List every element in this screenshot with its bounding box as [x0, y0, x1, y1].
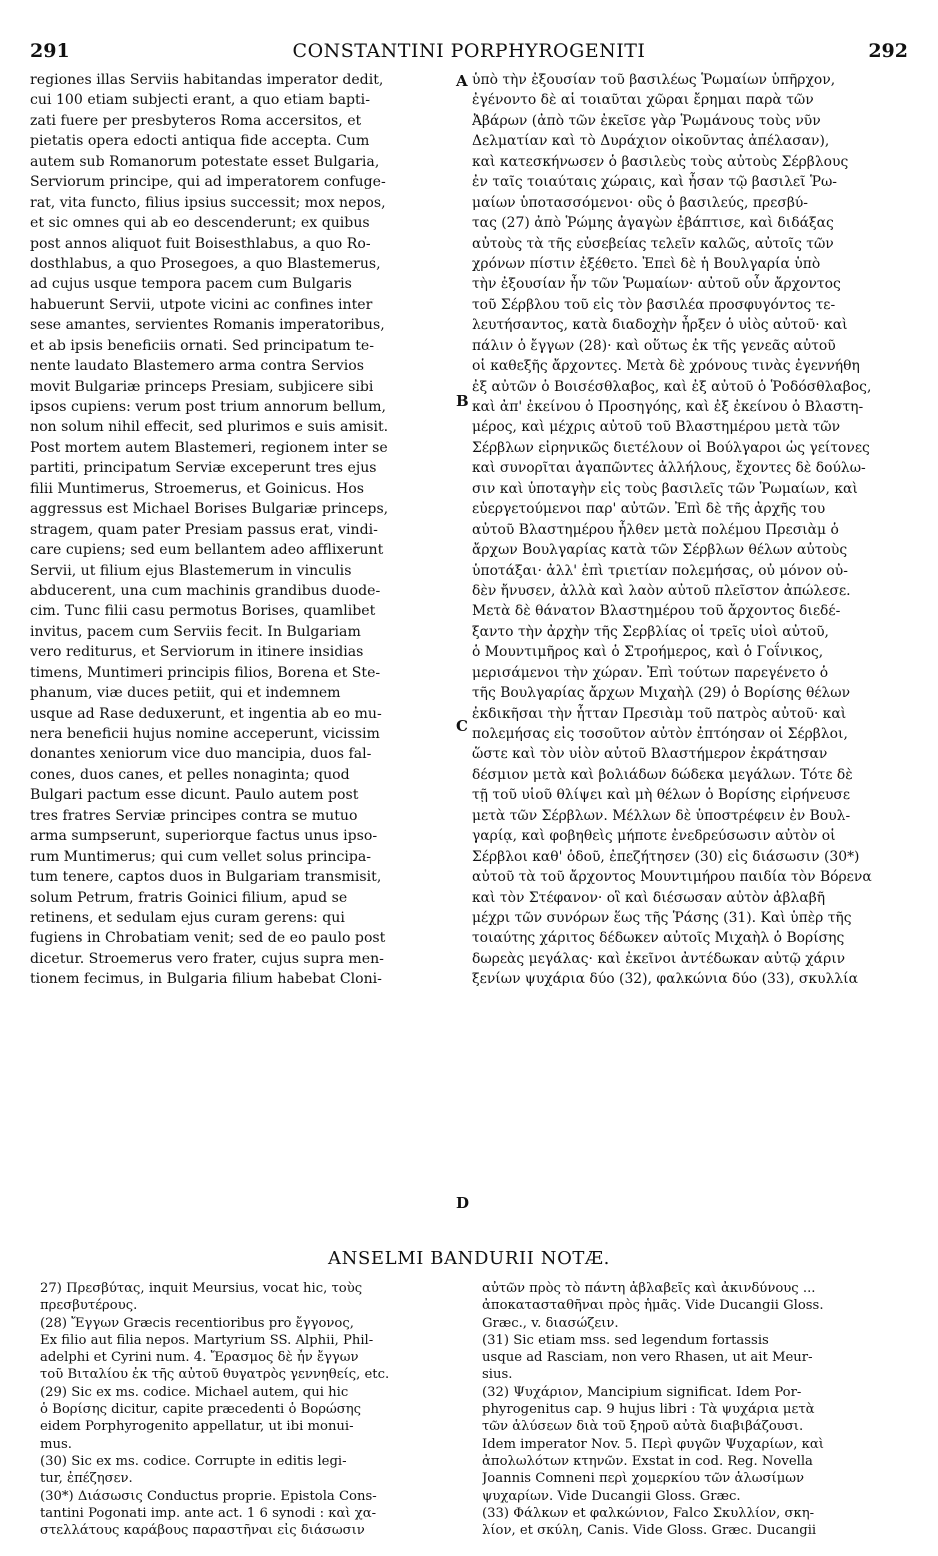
latin-text-line: regiones illas Serviis habitandas imperator dedit,	[30, 72, 384, 88]
latin-text-line: solum Petrum, fratris Goinici filium, apud se	[30, 889, 348, 906]
latin-text-line: usque ad Rase deduxerunt, et ingentia ab eo mu-	[30, 705, 382, 722]
greek-text-line: ξενίων ψυχάρια δύο (32), φαλκώνια δύο (33), σκυλλία	[472, 971, 858, 988]
greek-text-line: αὐτοὺς τὰ τῆς εὐσεβείας τελεῖν καλῶς, αὐτοῖς τῶν	[472, 235, 834, 252]
note-line: Joannis Comneni περὶ χομερκίου τῶν ἁλωσίμων	[482, 1471, 805, 1487]
note-line: usque ad Rasciam, non vero Rhasen, ut ait Meur-	[482, 1350, 813, 1366]
latin-text-line: Serviorum principe, qui ad imperatorem confuge-	[30, 174, 386, 191]
running-title: CONSTANTINI PORPHYROGENITI	[292, 40, 646, 62]
note-line: ὁ Βορίσης dicitur, capite præcedenti ὁ Βορώσης	[40, 1402, 361, 1418]
note-line: ἀποκατασταθῆναι πρὸς ἡμᾶς. Vide Ducangii Gloss.	[482, 1298, 824, 1314]
latin-text-line: fugiens in Chrobatiam venit; sed de eo paulo post	[30, 930, 386, 947]
greek-text-line: Σέρβλων εἰρηνικῶς διετέλουν οἱ Βούλγαροι ὡς γείτονες	[472, 439, 870, 456]
greek-text-line: τοῦ Σέρβλου τοῦ εἰς τὸν βασιλέα προσφυγόντος τε-	[472, 296, 836, 313]
latin-text-line: vero rediturus, et Serviorum in itinere insidias	[30, 644, 364, 661]
greek-text-line: εὐεργετούμενοι παρ' αὐτῶν. Ἐπὶ δὲ τῆς ἀρχῆς του	[472, 501, 826, 518]
greek-text-line: τοιαύτης χάριτος δέδωκεν αὐτοῖς Μιχαὴλ ὁ Βορίσης	[472, 930, 845, 947]
note-line: mus.	[40, 1436, 72, 1452]
greek-text-line: καὶ ἀπ' ἐκείνου ὁ Προσηγόης, καὶ ἐξ ἐκείνου ὁ Βλαστη-	[472, 399, 864, 415]
note-line: Græc., v. διασώζειν.	[482, 1315, 619, 1331]
note-line: πρεσβυτέρους.	[40, 1298, 138, 1314]
latin-text-line: dosthlabus, a quo Prosegoes, a quo Blastemerus,	[30, 255, 381, 272]
latin-text-line: dicetur. Stroemerus vero frater, cujus supra men-	[30, 950, 384, 967]
latin-text-line: donantes xeniorum vice duo mancipia, duos fal-	[30, 746, 372, 763]
latin-text-line: partiti, principatum Serviæ exceperunt tres ejus	[30, 460, 377, 477]
latin-text-line: cim. Tunc filii casu permotus Borises, quamlibet	[30, 603, 376, 620]
note-line: ἀπολωλότων κτηνῶν. Exstat in cod. Reg. Novella	[482, 1453, 813, 1469]
latin-text-line: ad cujus usque tempora pacem cum Bulgaris	[30, 276, 352, 293]
greek-text-line: οἱ καθεξῆς ἄρχοντες. Μετὰ δὲ χρόνους τινὰς ἐγεννήθη	[472, 358, 860, 375]
latin-text-line: Post mortem autem Blastemeri, regionem inter se	[30, 439, 388, 456]
latin-text-line: cones, duos canes, et pelles nonaginta; quod	[30, 766, 350, 783]
note-line: τοῦ Βιταλίου ἐκ τῆς αὐτοῦ θυγατρὸς γεννηθείς, etc.	[40, 1367, 390, 1383]
latin-text-line: retinens, et sedulam ejus curam gerens: qui	[30, 909, 345, 926]
note-line: λίον, et σκύλη, Canis. Vide Gloss. Græc. Ducangii	[482, 1523, 817, 1539]
greek-text-line: τὴν ἐξουσίαν ἦν τῶν Ῥωμαίων· αὐτοῦ οὖν ἄρχοντος	[472, 276, 841, 293]
note-line: (32) Ψυχάριον, Mancipium significat. Idem Por-	[482, 1384, 802, 1400]
greek-text-line: Ἀβάρων (ἀπὸ τῶν ἐκεῖσε γὰρ Ῥωμάνους τοὺς νῦν	[472, 112, 821, 129]
latin-text-line: invitus, pacem cum Serviis fecit. In Bulgariam	[30, 623, 361, 640]
latin-text-line: zati fuere per presbyteros Roma accersitos, et	[30, 112, 362, 129]
note-line: ψυχαρίων. Vide Ducangii Gloss. Græc.	[482, 1488, 741, 1504]
note-line: (31) Sic etiam mss. sed legendum fortassis	[482, 1332, 769, 1348]
greek-text-line: δωρεὰς μεγάλας· καὶ ἐκεῖνοι ἀντέδωκαν αὐτῷ χάριν	[472, 950, 846, 967]
page-number-left: 291	[30, 40, 70, 62]
latin-column	[30, 70, 454, 990]
greek-text-line: λευτήσαντος, κατὰ διαδοχὴν ἦρξεν ὁ υἱὸς αὐτοῦ· καὶ	[472, 317, 848, 334]
greek-text-line: αὐτοῦ Βλαστημέρου ἦλθεν μετὰ πολέμου Πρεσιὰμ ὁ	[472, 521, 839, 538]
greek-text-line: τας (27) ἀπὸ Ῥώμης ἀγαγὼν ἐβάπτισε, καὶ διδάξας	[472, 215, 834, 232]
greek-text-line: ὑποτάξαι· ἀλλ' ἐπὶ τριετίαν πολεμήσας, οὐ μόνον οὐ-	[472, 562, 848, 579]
latin-text-line: non solum nihil effecit, sed plurimos e suis amisit.	[30, 419, 389, 436]
greek-text-line: καὶ κατεσκήνωσεν ὁ βασιλεὺς τοὺς αὐτοὺς Σέρβλους	[472, 153, 849, 170]
latin-text-line: tres fratres Serviæ principes contra se mutuo	[30, 807, 358, 824]
latin-text-line: habuerunt Servii, utpote vicini ac confines inter	[30, 296, 373, 313]
greek-text-line: ὑπὸ τὴν ἐξουσίαν τοῦ βασιλέως Ῥωμαίων ὑπῆρχον,	[472, 72, 836, 88]
section-marker-b: B	[456, 392, 469, 410]
latin-text-line: ipsos cupiens: verum post trium annorum bellum,	[30, 399, 387, 415]
latin-text-line: pietatis opera edocti antiqua fide accepta. Cum	[30, 133, 370, 150]
greek-text-line: Μετὰ δὲ θάνατον Βλαστημέρου τοῦ ἄρχοντος διεδέ-	[472, 603, 841, 620]
section-marker-a: A	[456, 72, 468, 90]
greek-text-line: καὶ τὸν Στέφανον· οἳ καὶ διέσωσαν αὐτὸν ἀβλαβῆ	[472, 889, 826, 906]
greek-text-line: πολεμήσας εἰς τοσοῦτον αὐτὸν ἐπτόησαν οἱ Σέρβλοι,	[472, 726, 848, 742]
note-line: tantini Pogonati imp. ante act. 1 6 synodi : καὶ χα-	[40, 1505, 377, 1521]
note-line: αὐτῶν πρὸς τὸ πάντη ἀβλαβεῖς καὶ ἀκινδύνους ...	[482, 1281, 816, 1296]
note-line: (29) Sic ex ms. codice. Michael autem, qui hic	[40, 1384, 349, 1400]
notes-left-column	[40, 1280, 454, 1539]
latin-text-line: filii Muntimerus, Stroemerus, et Goinicus. Hos	[30, 480, 364, 497]
greek-text-line: Σέρβλοι καθ' ὁδοῦ, ἐπεζήτησεν (30) εἰς διάσωσιν (30*)	[472, 848, 860, 865]
latin-text-line: nente laudato Blastemero arma contra Servios	[30, 358, 364, 375]
greek-text-line: μέρος, καὶ μέχρις αὐτοῦ τοῦ Βλαστημέρου μετὰ τῶν	[472, 419, 841, 436]
latin-text-line: post annos aliquot fuit Boisesthlabus, a quo Ro-	[30, 235, 371, 252]
greek-text-line: ἐν ταῖς τοιαύταις χώραις, καὶ ἦσαν τῷ βασιλεῖ Ῥω-	[472, 174, 837, 191]
section-marker-d: D	[456, 1194, 470, 1212]
note-line: adelphi et Cyrini num. 4. Ἔρασμος δὲ ἦν ἔγγων	[40, 1350, 359, 1366]
latin-text-line: rum Muntimerus; qui cum vellet solus principa-	[30, 848, 372, 865]
greek-text-line: καὶ συνορῖται ἀγαπῶντες ἀλλήλους, ἔχοντες δὲ δούλω-	[472, 460, 866, 477]
page-number-right: 292	[868, 40, 908, 62]
note-line: Idem imperator Nov. 5. Περὶ φυγῶν Ψυχαρίων, καὶ	[482, 1436, 824, 1452]
greek-text-line: σιν καὶ ὑποταγὴν εἰς τοὺς βασιλεῖς τῶν Ῥωμαίων, καὶ	[472, 480, 858, 497]
notes-right-column	[482, 1280, 910, 1539]
latin-text-line: tionem fecimus, in Bulgaria filium habebat Cloni-	[30, 971, 382, 988]
greek-text-line: τῇ τοῦ υἱοῦ θλίψει καὶ μὴ θέλων ὁ Βορίσης εἰρήνευσε	[472, 787, 851, 804]
latin-text-line: stragem, quam pater Presiam passus erat, vindi-	[30, 521, 378, 538]
note-line: sius.	[482, 1367, 513, 1383]
latin-text-line: aggressus est Michael Borises Bulgariæ princeps,	[30, 501, 389, 518]
note-line: eidem Porphyrogenito appellatur, ut ibi monui-	[40, 1419, 354, 1435]
greek-text-line: ξαντο τὴν ἀρχὴν τῆς Σερβλίας οἱ τρεῖς υἱοὶ αὐτοῦ,	[472, 623, 829, 640]
latin-text-line: cui 100 etiam subjecti erant, a quo etiam bapti-	[30, 92, 370, 109]
running-header	[30, 40, 908, 66]
latin-text-line: rat, vita functo, filius ipsius successit; mox nepos,	[30, 194, 386, 211]
greek-text-line: πάλιν ὁ ἔγγων (28)· καὶ οὕτως ἐκ τῆς γενεᾶς αὐτοῦ	[472, 337, 836, 354]
greek-text-line: ὁ Μουντιμῆρος καὶ ὁ Στροήμερος, καὶ ὁ Γοΐνικος,	[472, 644, 824, 661]
latin-text-line: care cupiens; sed eum bellantem adeo afflixerunt	[30, 542, 384, 559]
greek-text-line: γαρίᾳ, καὶ φοβηθεὶς μήποτε ἐνεδρεύσωσιν αὐτὸν οἱ	[472, 828, 836, 845]
greek-text-line: μετὰ τῶν Σέρβλων. Μέλλων δὲ ὑποστρέφειν ἐν Βουλ-	[472, 807, 851, 824]
note-line: 27) Πρεσβύτας, inquit Meursius, vocat hic, τοὺς	[40, 1281, 363, 1296]
greek-text-line: Δελματίαν καὶ τὸ Δυράχιον οἰκοῦντας ἀπέλασαν),	[472, 133, 830, 150]
greek-text-line: τῆς Βουλγαρίας ἄρχων Μιχαὴλ (29) ὁ Βορίσης θέλων	[472, 685, 851, 702]
latin-text-line: timens, Muntimeri principis filios, Borena et Ste-	[30, 664, 381, 681]
greek-text-line: ἄρχων Βουλγαρίας κατὰ τῶν Σέρβλων θέλων αὐτοὺς	[472, 542, 848, 559]
latin-text-line: arma sumpserunt, superiorque factus unus ipso-	[30, 828, 378, 845]
latin-text-line: movit Bulgariæ princeps Presiam, subjicere sibi	[30, 378, 374, 395]
note-line: (28) Ἔγγων Græcis recentioribus pro ἔγγονος,	[40, 1315, 354, 1331]
greek-text-line: αὐτοῦ τὰ τοῦ ἄρχοντος Μουντιμήρου παιδία τὸν Βόρενα	[472, 869, 872, 886]
latin-text-line: Servii, ut filium ejus Blastemerum in vinculis	[30, 562, 352, 579]
greek-text-line: χρόνων πίστιν ἐξέθετο. Ἐπεὶ δὲ ἡ Βουλγαρία ὑπὸ	[472, 255, 821, 272]
greek-text-line: ὥστε καὶ τὸν υἱὸν αὐτοῦ Βλαστήμερον ἐκράτησαν	[472, 746, 828, 763]
greek-text-line: δέσμιον μετὰ καὶ βολιάδων δώδεκα μεγάλων. Τότε δὲ	[472, 766, 853, 783]
greek-column	[472, 70, 908, 990]
latin-text-line: autem sub Romanorum potestate esset Bulgaria,	[30, 153, 380, 170]
latin-text-line: et ab ipsis beneficiis ornati. Sed principatum te-	[30, 337, 375, 354]
note-line: στελλάτους καράβους παραστῆναι εἰς διάσωσιν	[40, 1523, 365, 1539]
greek-text-line: ἐξ αὐτῶν ὁ Βοισέσθλαβος, καὶ ἐξ αὐτοῦ ὁ Ῥοδόσθλαβος,	[472, 378, 872, 395]
note-line: τῶν ἁλύσεων διὰ τοῦ ξηροῦ αὐτὰ διαβιβάζουσι.	[482, 1419, 804, 1435]
latin-text-line: phanum, viæ duces petiit, qui et indemnem	[30, 685, 341, 702]
greek-text-line: ἐκδικῆσαι τὴν ἧτταν Πρεσιὰμ τοῦ πατρὸς αὐτοῦ· καὶ	[472, 705, 847, 722]
notes-title: ANSELMI BANDURII NOTÆ.	[328, 1248, 610, 1269]
note-line: (30) Sic ex ms. codice. Corrupte in editis legi-	[40, 1453, 347, 1469]
note-line: Ex filio aut filia nepos. Martyrium SS. Alphii, Phil-	[40, 1332, 374, 1348]
greek-text-line: ἐγένοντο δὲ αἱ τοιαῦται χῶραι ἔρημαι παρὰ τῶν	[472, 92, 814, 109]
greek-text-line: μερισάμενοι τὴν χώραν. Ἐπὶ τούτων παρεγένετο ὁ	[472, 664, 829, 681]
note-line: tur, ἐπέζησεν.	[40, 1471, 133, 1487]
note-line: phyrogenitus cap. 9 hujus libri : Τὰ ψυχάρια μετὰ	[482, 1402, 815, 1418]
latin-text-line: abducerent, una cum machinis grandibus duode-	[30, 582, 381, 599]
greek-text-line: δὲν ἤνυσεν, ἀλλὰ καὶ λαὸν αὐτοῦ πλεῖστον ἀπώλεσε.	[472, 582, 851, 599]
section-marker-c: C	[456, 717, 468, 735]
latin-text-line: sese amantes, servientes Romanis imperatoribus,	[30, 317, 385, 334]
note-line: (33) Φάλκων et φαλκώνιον, Falco Σκυλλίον, σκη-	[482, 1505, 815, 1521]
latin-text-line: tum tenere, captos duos in Bulgariam transmisit,	[30, 869, 382, 886]
note-line: (30*) Διάσωσις Conductus proprie. Epistola Cons-	[40, 1488, 377, 1504]
latin-text-line: nera beneficii hujus nomine acceperunt, vicissim	[30, 726, 380, 742]
greek-text-line: μέχρι τῶν συνόρων ἕως τῆς Ῥάσης (31). Καὶ ὑπὲρ τῆς	[472, 909, 852, 926]
greek-text-line: μαίων ὑποτασσόμενοι· οὓς ὁ βασιλεύς, πρεσβύ-	[472, 194, 808, 211]
latin-text-line: et sic omnes qui ab eo descenderunt; ex quibus	[30, 215, 370, 232]
latin-text-line: Bulgari pactum esse dicunt. Paulo autem post	[30, 787, 359, 804]
